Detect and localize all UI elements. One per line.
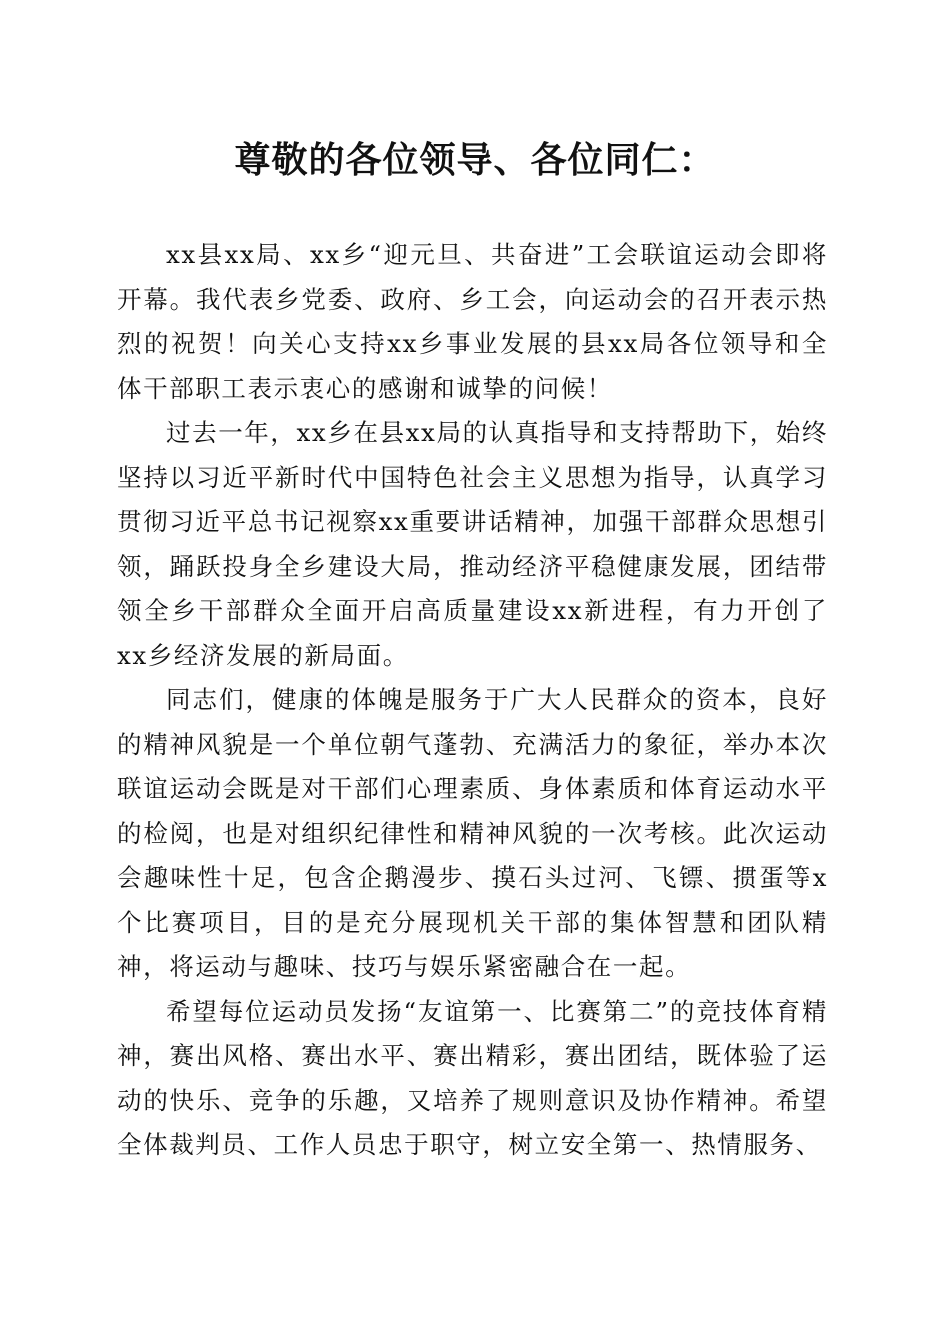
paragraph-significance: 同志们，健康的体魄是服务于广大人民群众的资本，良好的精神风貌是一个单位朝气蓬勃、充满活力的象征，举办本次联谊运动会既是对干部们心理素质、身体素质和体育运动水平的检阅，也是对组织纪律性和精神风貌的一次考核。此次运动会趣味性十足，包含企鹅漫步、摸石头过河、飞镖、掼蛋等x个比赛项目，目的是充分展现机关干部的集体智慧和团队精神，将运动与趣味、技巧与娱乐紧密融合在一起。 — [117, 685, 828, 981]
document-body — [117, 233, 828, 1168]
paragraph-expectations: 希望每位运动员发扬“友谊第一、比赛第二”的竞技体育精神，赛出风格、赛出水平、赛出精彩，赛出团结，既体验了运动的快乐、竞争的乐趣，又培养了规则意识及协作精神。希望全体裁判员、工作人员忠于职守，树立安全第一、热情服务、 — [117, 996, 828, 1159]
paragraph-review: 过去一年，xx乡在县xx局的认真指导和支持帮助下，始终坚持以习近平新时代中国特色社会主义思想为指导，认真学习贯彻习近平总书记视察xx重要讲话精神，加强干部群众思想引领，踊跃投身全乡建设大局，推动经济平稳健康发展，团结带领全乡干部群众全面开启高质量建设xx新进程，有力开创了xx乡经济发展的新局面。 — [117, 418, 828, 670]
paragraph-opening: xx县xx局、xx乡“迎元旦、共奋进”工会联谊运动会即将开幕。我代表乡党委、政府、乡工会，向运动会的召开表示热烈的祝贺！向关心支持xx乡事业发展的县xx局各位领导和全体干部职工表示衷心的感谢和诚挚的问候！ — [117, 240, 828, 403]
document-title: 尊敬的各位领导、各位同仁： — [234, 139, 716, 181]
